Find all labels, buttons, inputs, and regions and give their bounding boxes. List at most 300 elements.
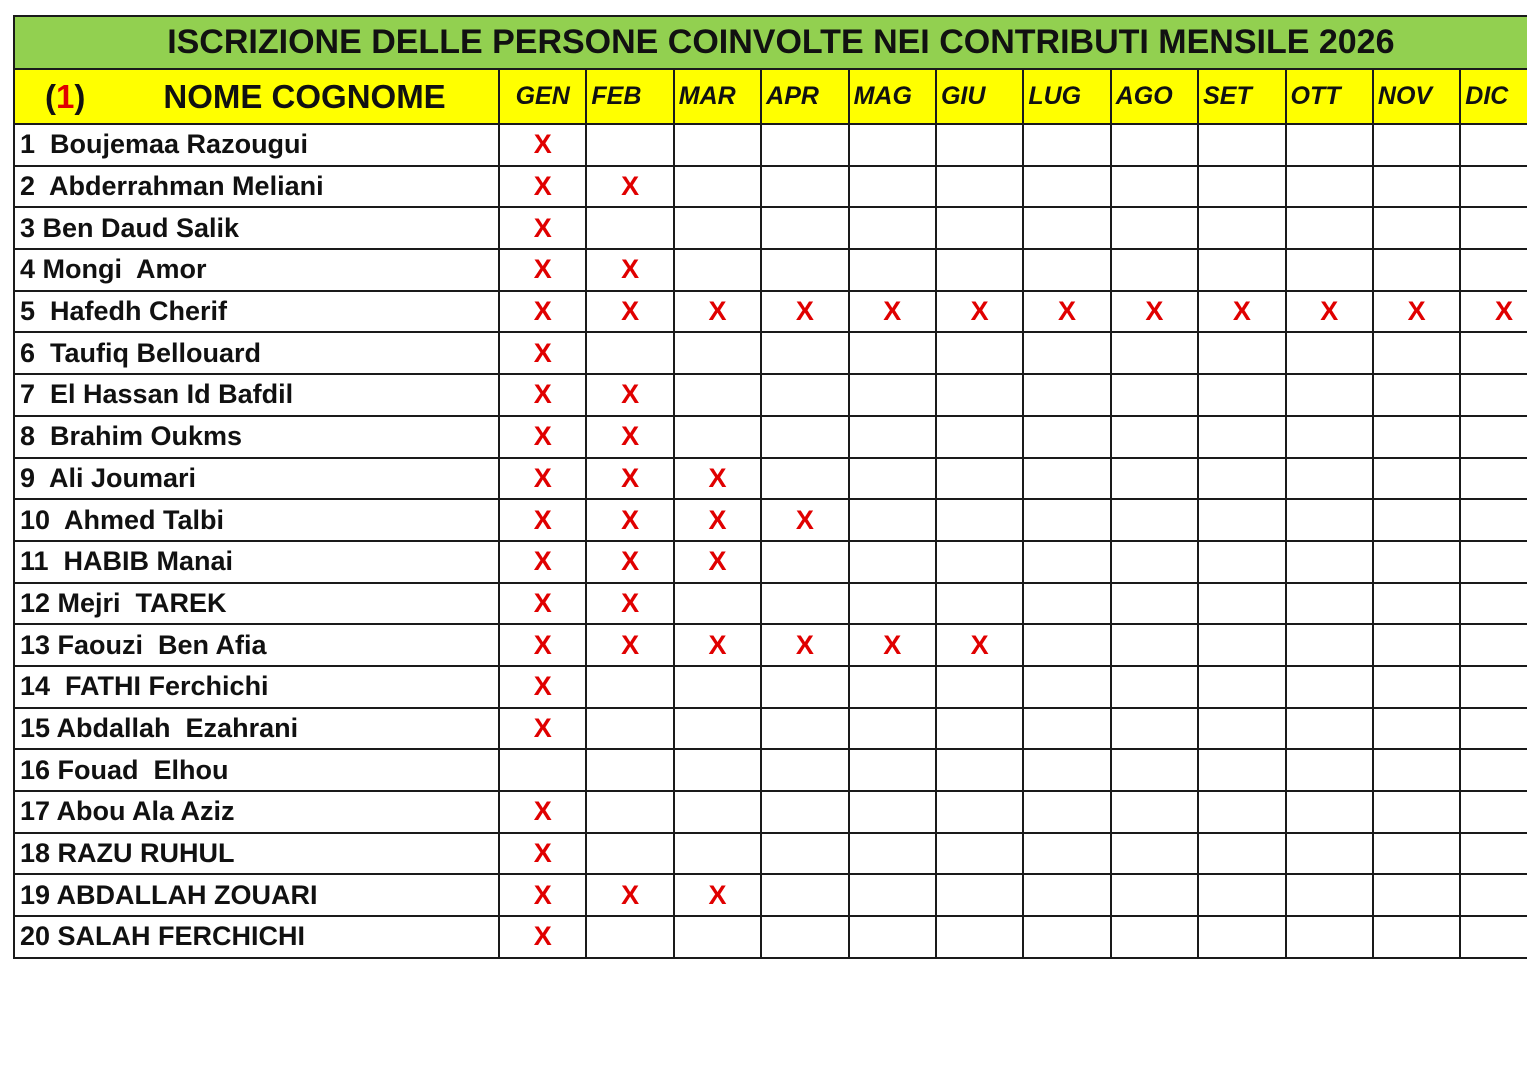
month-header-mar: MAR (674, 69, 761, 124)
month-cell-gen (499, 458, 586, 500)
month-cell-lug (1023, 666, 1110, 708)
month-cell-nov (1373, 624, 1460, 666)
month-cell-dic (1460, 624, 1527, 666)
month-cell-giu (936, 458, 1023, 500)
month-cell-gen (499, 666, 586, 708)
paid-mark: X (533, 879, 552, 910)
paid-mark: X (533, 796, 552, 827)
month-cell-set (1198, 416, 1285, 458)
month-cell-lug (1023, 416, 1110, 458)
month-cell-lug (1023, 708, 1110, 750)
month-cell-lug (1023, 874, 1110, 916)
month-cell-mar (674, 124, 761, 166)
month-cell-ott (1286, 541, 1373, 583)
month-cell-apr (761, 833, 848, 875)
month-cell-ott (1286, 458, 1373, 500)
month-cell-mag (849, 291, 936, 333)
table-row (14, 374, 1527, 416)
paid-mark: X (533, 671, 552, 702)
month-cell-gen (499, 166, 586, 208)
month-cell-apr (761, 249, 848, 291)
month-cell-mar (674, 833, 761, 875)
header-name-label: NOME COGNOME (163, 77, 446, 115)
paid-mark: X (1145, 296, 1164, 327)
month-cell-ott (1286, 124, 1373, 166)
paid-mark: X (533, 546, 552, 577)
month-cell-set (1198, 874, 1285, 916)
paid-mark: X (1058, 296, 1077, 327)
month-cell-giu (936, 708, 1023, 750)
paid-mark: X (1320, 296, 1339, 327)
month-cell-nov (1373, 166, 1460, 208)
month-cell-giu (936, 291, 1023, 333)
month-cell-ago (1111, 624, 1198, 666)
person-name-cell: 5 Hafedh Cherif (14, 291, 499, 333)
month-cell-feb (586, 332, 673, 374)
month-cell-mag (849, 749, 936, 791)
paid-mark: X (621, 171, 640, 202)
paid-mark: X (1407, 296, 1426, 327)
month-cell-feb (586, 833, 673, 875)
month-cell-ago (1111, 207, 1198, 249)
month-cell-mag (849, 207, 936, 249)
month-cell-feb (586, 207, 673, 249)
month-cell-feb (586, 624, 673, 666)
month-cell-mar (674, 166, 761, 208)
month-cell-dic (1460, 666, 1527, 708)
person-name-cell: 15 Abdallah Ezahrani (14, 708, 499, 750)
month-cell-ago (1111, 374, 1198, 416)
paid-mark: X (708, 546, 727, 577)
paid-mark: X (533, 296, 552, 327)
month-cell-set (1198, 291, 1285, 333)
month-cell-apr (761, 207, 848, 249)
month-cell-ott (1286, 833, 1373, 875)
paid-mark: X (621, 462, 640, 493)
month-cell-dic (1460, 916, 1527, 958)
month-cell-giu (936, 541, 1023, 583)
paid-mark: X (533, 921, 552, 952)
month-cell-set (1198, 499, 1285, 541)
month-cell-mar (674, 749, 761, 791)
month-cell-ott (1286, 291, 1373, 333)
month-cell-nov (1373, 541, 1460, 583)
table-row (14, 666, 1527, 708)
month-header-dic: DIC (1460, 69, 1527, 124)
month-cell-gen (499, 833, 586, 875)
month-cell-nov (1373, 916, 1460, 958)
month-cell-mag (849, 374, 936, 416)
month-cell-set (1198, 166, 1285, 208)
month-cell-lug (1023, 916, 1110, 958)
month-cell-feb (586, 458, 673, 500)
month-cell-lug (1023, 541, 1110, 583)
month-cell-apr (761, 416, 848, 458)
month-cell-gen (499, 374, 586, 416)
paid-mark: X (708, 462, 727, 493)
month-cell-ott (1286, 166, 1373, 208)
month-cell-giu (936, 624, 1023, 666)
person-name-cell: 6 Taufiq Bellouard (14, 332, 499, 374)
month-cell-apr (761, 791, 848, 833)
paid-mark: X (795, 629, 814, 660)
month-cell-ott (1286, 416, 1373, 458)
table-row (14, 624, 1527, 666)
month-cell-feb (586, 374, 673, 416)
month-cell-dic (1460, 499, 1527, 541)
month-cell-giu (936, 374, 1023, 416)
month-header-apr: APR (761, 69, 848, 124)
person-name-cell: 12 Mejri TAREK (14, 583, 499, 625)
month-cell-ott (1286, 791, 1373, 833)
month-cell-giu (936, 791, 1023, 833)
month-cell-apr (761, 541, 848, 583)
month-cell-gen (499, 583, 586, 625)
month-cell-apr (761, 916, 848, 958)
month-cell-apr (761, 374, 848, 416)
month-cell-lug (1023, 207, 1110, 249)
month-cell-mag (849, 583, 936, 625)
paid-mark: X (970, 629, 989, 660)
month-cell-mar (674, 374, 761, 416)
paid-mark: X (1494, 296, 1513, 327)
month-cell-ago (1111, 916, 1198, 958)
table-row (14, 291, 1527, 333)
month-cell-set (1198, 624, 1285, 666)
month-cell-set (1198, 666, 1285, 708)
month-cell-mag (849, 916, 936, 958)
month-cell-mag (849, 499, 936, 541)
month-cell-gen (499, 124, 586, 166)
month-cell-dic (1460, 124, 1527, 166)
month-cell-mag (849, 332, 936, 374)
month-cell-nov (1373, 207, 1460, 249)
month-cell-giu (936, 499, 1023, 541)
month-cell-nov (1373, 124, 1460, 166)
month-cell-mag (849, 458, 936, 500)
month-header-ott: OTT (1286, 69, 1373, 124)
paid-mark: X (621, 296, 640, 327)
month-cell-mag (849, 666, 936, 708)
month-cell-giu (936, 583, 1023, 625)
month-cell-gen (499, 291, 586, 333)
month-cell-lug (1023, 499, 1110, 541)
month-header-ago: AGO (1111, 69, 1198, 124)
person-name-cell: 2 Abderrahman Meliani (14, 166, 499, 208)
month-cell-gen (499, 499, 586, 541)
month-cell-lug (1023, 749, 1110, 791)
month-cell-ago (1111, 708, 1198, 750)
month-cell-apr (761, 708, 848, 750)
table-row (14, 708, 1527, 750)
person-name-cell: 14 FATHI Ferchichi (14, 666, 499, 708)
paid-mark: X (533, 504, 552, 535)
paid-mark: X (533, 171, 552, 202)
month-cell-mar (674, 666, 761, 708)
month-cell-feb (586, 124, 673, 166)
month-cell-dic (1460, 416, 1527, 458)
month-cell-nov (1373, 749, 1460, 791)
person-name-cell: 13 Faouzi Ben Afia (14, 624, 499, 666)
month-cell-mar (674, 291, 761, 333)
month-cell-ago (1111, 749, 1198, 791)
paid-mark: X (533, 712, 552, 743)
month-cell-giu (936, 749, 1023, 791)
month-cell-dic (1460, 166, 1527, 208)
month-cell-dic (1460, 833, 1527, 875)
month-cell-nov (1373, 583, 1460, 625)
table-row (14, 749, 1527, 791)
month-cell-apr (761, 874, 848, 916)
month-cell-mag (849, 416, 936, 458)
paid-mark: X (533, 337, 552, 368)
month-cell-mag (849, 624, 936, 666)
month-cell-lug (1023, 332, 1110, 374)
month-cell-nov (1373, 249, 1460, 291)
title-row (14, 16, 1527, 69)
month-cell-gen (499, 708, 586, 750)
month-cell-feb (586, 166, 673, 208)
paid-mark: X (621, 421, 640, 452)
paid-mark: X (533, 462, 552, 493)
month-cell-apr (761, 583, 848, 625)
month-cell-ott (1286, 666, 1373, 708)
month-cell-ago (1111, 291, 1198, 333)
month-cell-lug (1023, 124, 1110, 166)
table-row (14, 207, 1527, 249)
paid-mark: X (533, 379, 552, 410)
month-cell-giu (936, 249, 1023, 291)
month-cell-gen (499, 207, 586, 249)
month-cell-ott (1286, 916, 1373, 958)
paid-mark: X (708, 629, 727, 660)
person-name-cell: 19 ABDALLAH ZOUARI (14, 874, 499, 916)
month-cell-mar (674, 916, 761, 958)
month-cell-feb (586, 874, 673, 916)
month-cell-lug (1023, 458, 1110, 500)
month-cell-set (1198, 249, 1285, 291)
month-cell-gen (499, 624, 586, 666)
month-cell-mag (849, 708, 936, 750)
month-cell-nov (1373, 874, 1460, 916)
month-cell-ott (1286, 499, 1373, 541)
paid-mark: X (533, 421, 552, 452)
month-cell-giu (936, 207, 1023, 249)
month-cell-mag (849, 166, 936, 208)
month-cell-mar (674, 207, 761, 249)
month-cell-dic (1460, 207, 1527, 249)
paid-mark: X (533, 212, 552, 243)
month-cell-set (1198, 791, 1285, 833)
month-cell-ott (1286, 207, 1373, 249)
person-name-cell: 11 HABIB Manai (14, 541, 499, 583)
month-cell-set (1198, 583, 1285, 625)
table-row (14, 791, 1527, 833)
month-cell-set (1198, 749, 1285, 791)
month-cell-set (1198, 541, 1285, 583)
month-cell-gen (499, 541, 586, 583)
month-cell-apr (761, 666, 848, 708)
month-cell-ott (1286, 749, 1373, 791)
table-row (14, 541, 1527, 583)
month-cell-ago (1111, 166, 1198, 208)
month-cell-set (1198, 332, 1285, 374)
paid-mark: X (533, 129, 552, 160)
month-cell-nov (1373, 458, 1460, 500)
month-cell-giu (936, 124, 1023, 166)
header-number: 1 (56, 77, 75, 115)
month-cell-ago (1111, 666, 1198, 708)
table-row (14, 416, 1527, 458)
month-cell-feb (586, 791, 673, 833)
month-cell-lug (1023, 291, 1110, 333)
month-cell-dic (1460, 249, 1527, 291)
month-cell-giu (936, 916, 1023, 958)
month-header-gen: GEN (499, 69, 586, 124)
month-cell-feb (586, 708, 673, 750)
month-cell-mar (674, 249, 761, 291)
table-row (14, 166, 1527, 208)
month-header-giu: GIU (936, 69, 1023, 124)
contributions-table (13, 15, 1527, 959)
month-cell-mag (849, 833, 936, 875)
paid-mark: X (533, 838, 552, 869)
month-cell-gen (499, 416, 586, 458)
month-cell-ago (1111, 124, 1198, 166)
paid-mark: X (883, 296, 902, 327)
month-cell-mar (674, 791, 761, 833)
month-cell-ott (1286, 332, 1373, 374)
month-cell-lug (1023, 583, 1110, 625)
month-cell-set (1198, 458, 1285, 500)
month-cell-ott (1286, 374, 1373, 416)
paid-mark: X (970, 296, 989, 327)
month-cell-ago (1111, 332, 1198, 374)
month-cell-nov (1373, 499, 1460, 541)
month-cell-feb (586, 499, 673, 541)
month-cell-lug (1023, 166, 1110, 208)
month-cell-mar (674, 624, 761, 666)
person-name-cell: 8 Brahim Oukms (14, 416, 499, 458)
month-cell-nov (1373, 332, 1460, 374)
month-header-set: SET (1198, 69, 1285, 124)
paid-mark: X (708, 504, 727, 535)
month-cell-gen (499, 791, 586, 833)
person-name-cell: 20 SALAH FERCHICHI (14, 916, 499, 958)
month-cell-ago (1111, 583, 1198, 625)
person-name-cell: 9 Ali Joumari (14, 458, 499, 500)
month-cell-set (1198, 833, 1285, 875)
table-row (14, 458, 1527, 500)
month-cell-lug (1023, 249, 1110, 291)
month-cell-feb (586, 541, 673, 583)
person-name-cell: 7 El Hassan Id Bafdil (14, 374, 499, 416)
month-cell-mar (674, 332, 761, 374)
header-paren-close: ) (74, 77, 86, 115)
month-cell-ago (1111, 499, 1198, 541)
paid-mark: X (708, 879, 727, 910)
table-row (14, 833, 1527, 875)
month-cell-mag (849, 791, 936, 833)
month-cell-mar (674, 458, 761, 500)
month-cell-giu (936, 416, 1023, 458)
month-cell-apr (761, 332, 848, 374)
paid-mark: X (621, 504, 640, 535)
month-cell-nov (1373, 833, 1460, 875)
paid-mark: X (621, 879, 640, 910)
month-cell-mag (849, 249, 936, 291)
paid-mark: X (533, 587, 552, 618)
header-paren-open: ( (45, 77, 56, 115)
month-cell-feb (586, 916, 673, 958)
table-row (14, 332, 1527, 374)
month-cell-gen (499, 874, 586, 916)
month-cell-dic (1460, 374, 1527, 416)
month-cell-nov (1373, 666, 1460, 708)
month-cell-ago (1111, 874, 1198, 916)
table-row (14, 874, 1527, 916)
month-cell-apr (761, 124, 848, 166)
month-cell-ott (1286, 874, 1373, 916)
month-cell-ago (1111, 833, 1198, 875)
month-header-feb: FEB (586, 69, 673, 124)
month-cell-feb (586, 416, 673, 458)
month-cell-set (1198, 916, 1285, 958)
month-cell-mar (674, 499, 761, 541)
month-cell-set (1198, 124, 1285, 166)
person-name-cell: 16 Fouad Elhou (14, 749, 499, 791)
person-name-cell: 10 Ahmed Talbi (14, 499, 499, 541)
paid-mark: X (621, 379, 640, 410)
month-cell-mag (849, 124, 936, 166)
table-row (14, 499, 1527, 541)
month-cell-ago (1111, 249, 1198, 291)
month-cell-ott (1286, 624, 1373, 666)
month-cell-mag (849, 541, 936, 583)
month-cell-feb (586, 291, 673, 333)
month-cell-mar (674, 874, 761, 916)
month-cell-mar (674, 541, 761, 583)
paid-mark: X (533, 629, 552, 660)
month-cell-ago (1111, 416, 1198, 458)
month-cell-nov (1373, 291, 1460, 333)
month-cell-dic (1460, 291, 1527, 333)
month-header-lug: LUG (1023, 69, 1110, 124)
month-cell-ott (1286, 249, 1373, 291)
month-cell-apr (761, 291, 848, 333)
month-cell-feb (586, 583, 673, 625)
paid-mark: X (795, 504, 814, 535)
paid-mark: X (883, 629, 902, 660)
month-cell-lug (1023, 374, 1110, 416)
month-cell-dic (1460, 583, 1527, 625)
paid-mark: X (621, 254, 640, 285)
paid-mark: X (621, 546, 640, 577)
month-cell-apr (761, 624, 848, 666)
month-cell-mar (674, 583, 761, 625)
month-cell-gen (499, 249, 586, 291)
month-cell-ott (1286, 583, 1373, 625)
paid-mark: X (621, 587, 640, 618)
month-cell-feb (586, 749, 673, 791)
person-name-cell: 1 Boujemaa Razougui (14, 124, 499, 166)
month-cell-dic (1460, 708, 1527, 750)
month-cell-set (1198, 374, 1285, 416)
month-cell-apr (761, 499, 848, 541)
month-cell-gen (499, 916, 586, 958)
month-cell-dic (1460, 874, 1527, 916)
month-cell-giu (936, 874, 1023, 916)
